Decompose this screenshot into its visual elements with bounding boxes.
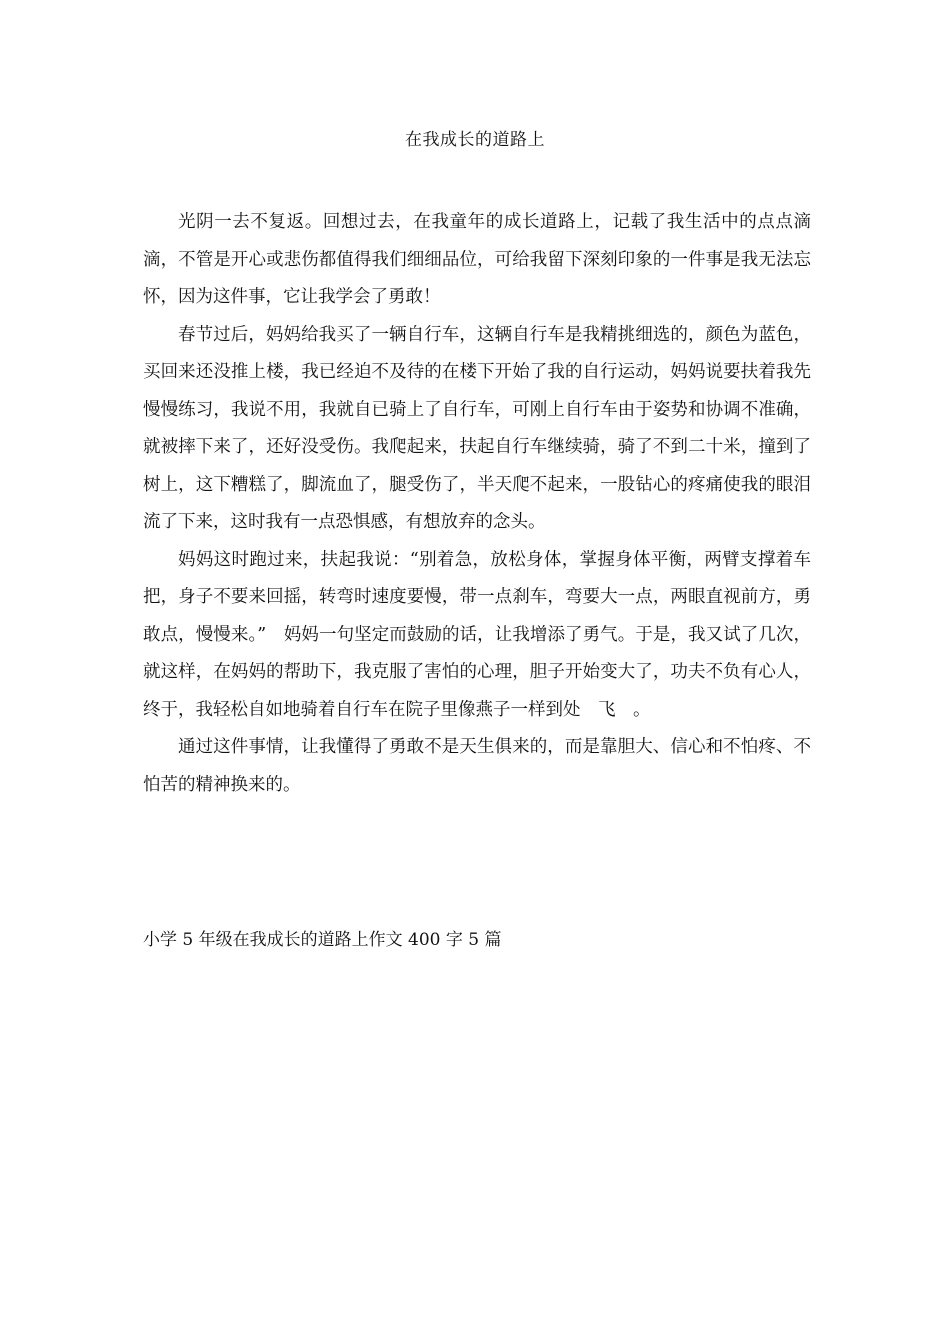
document-title: 在我成长的道路上 (405, 130, 545, 150)
paragraph: 通过这件事情，让我懂得了勇敢不是天生俱来的，而是靠胆大、信心和不怕疼、不怕苦的精神换来的。 (143, 737, 811, 795)
document-body (143, 204, 811, 804)
paragraph: 春节过后，妈妈给我买了一辆自行车，这辆自行车是我精挑细选的，颜色为蓝色，买回来还没推上楼，我已经迫不及待的在楼下开始了我的自行运动，妈妈说要扶着我先慢慢练习，我说不用，我就自已骑上了自行车，可刚上自行车由于姿势和协调不准确，就被摔下来了，还好没受伤。我爬起来，扶起自行车继续骑，骑了不到二十米，撞到了树上，这下糟糕了，脚流血了，腿受伤了，半天爬不起来，一股钻心的疼痛使我的眼泪流了下来，这时我有一点恐惧感，有想放弃的念头。 (143, 324, 811, 532)
paragraph: 光阴一去不复返。回想过去，在我童年的成长道路上，记载了我生活中的点点滴滴，不管是开心或悲伤都值得我们细细品位，可给我留下深刻印象的一件事是我无法忘怀，因为这件事，它让我学会了勇敢！ (143, 212, 811, 307)
document-footer-line: 小学 5 年级在我成长的道路上作文 400 字 5 篇 (143, 930, 502, 950)
paragraph: 妈妈这时跑过来，扶起我说：“别着急，放松身体，掌握身体平衡，两臂支撑着车把，身子不要来回摇，转弯时速度要慢，带一点刹车，弯要大一点，两眼直视前方，勇敢点，慢慢来。” 妈妈一句坚定而鼓励的话，让我增添了勇气。于是，我又试了几次，就这样，在妈妈的帮助下，我克服了害怕的心理，胆子开始变大了，功夫不负有心人，终于，我轻松自如地骑着自行车在院子里像燕子一样到处 飞 。 (143, 549, 811, 720)
